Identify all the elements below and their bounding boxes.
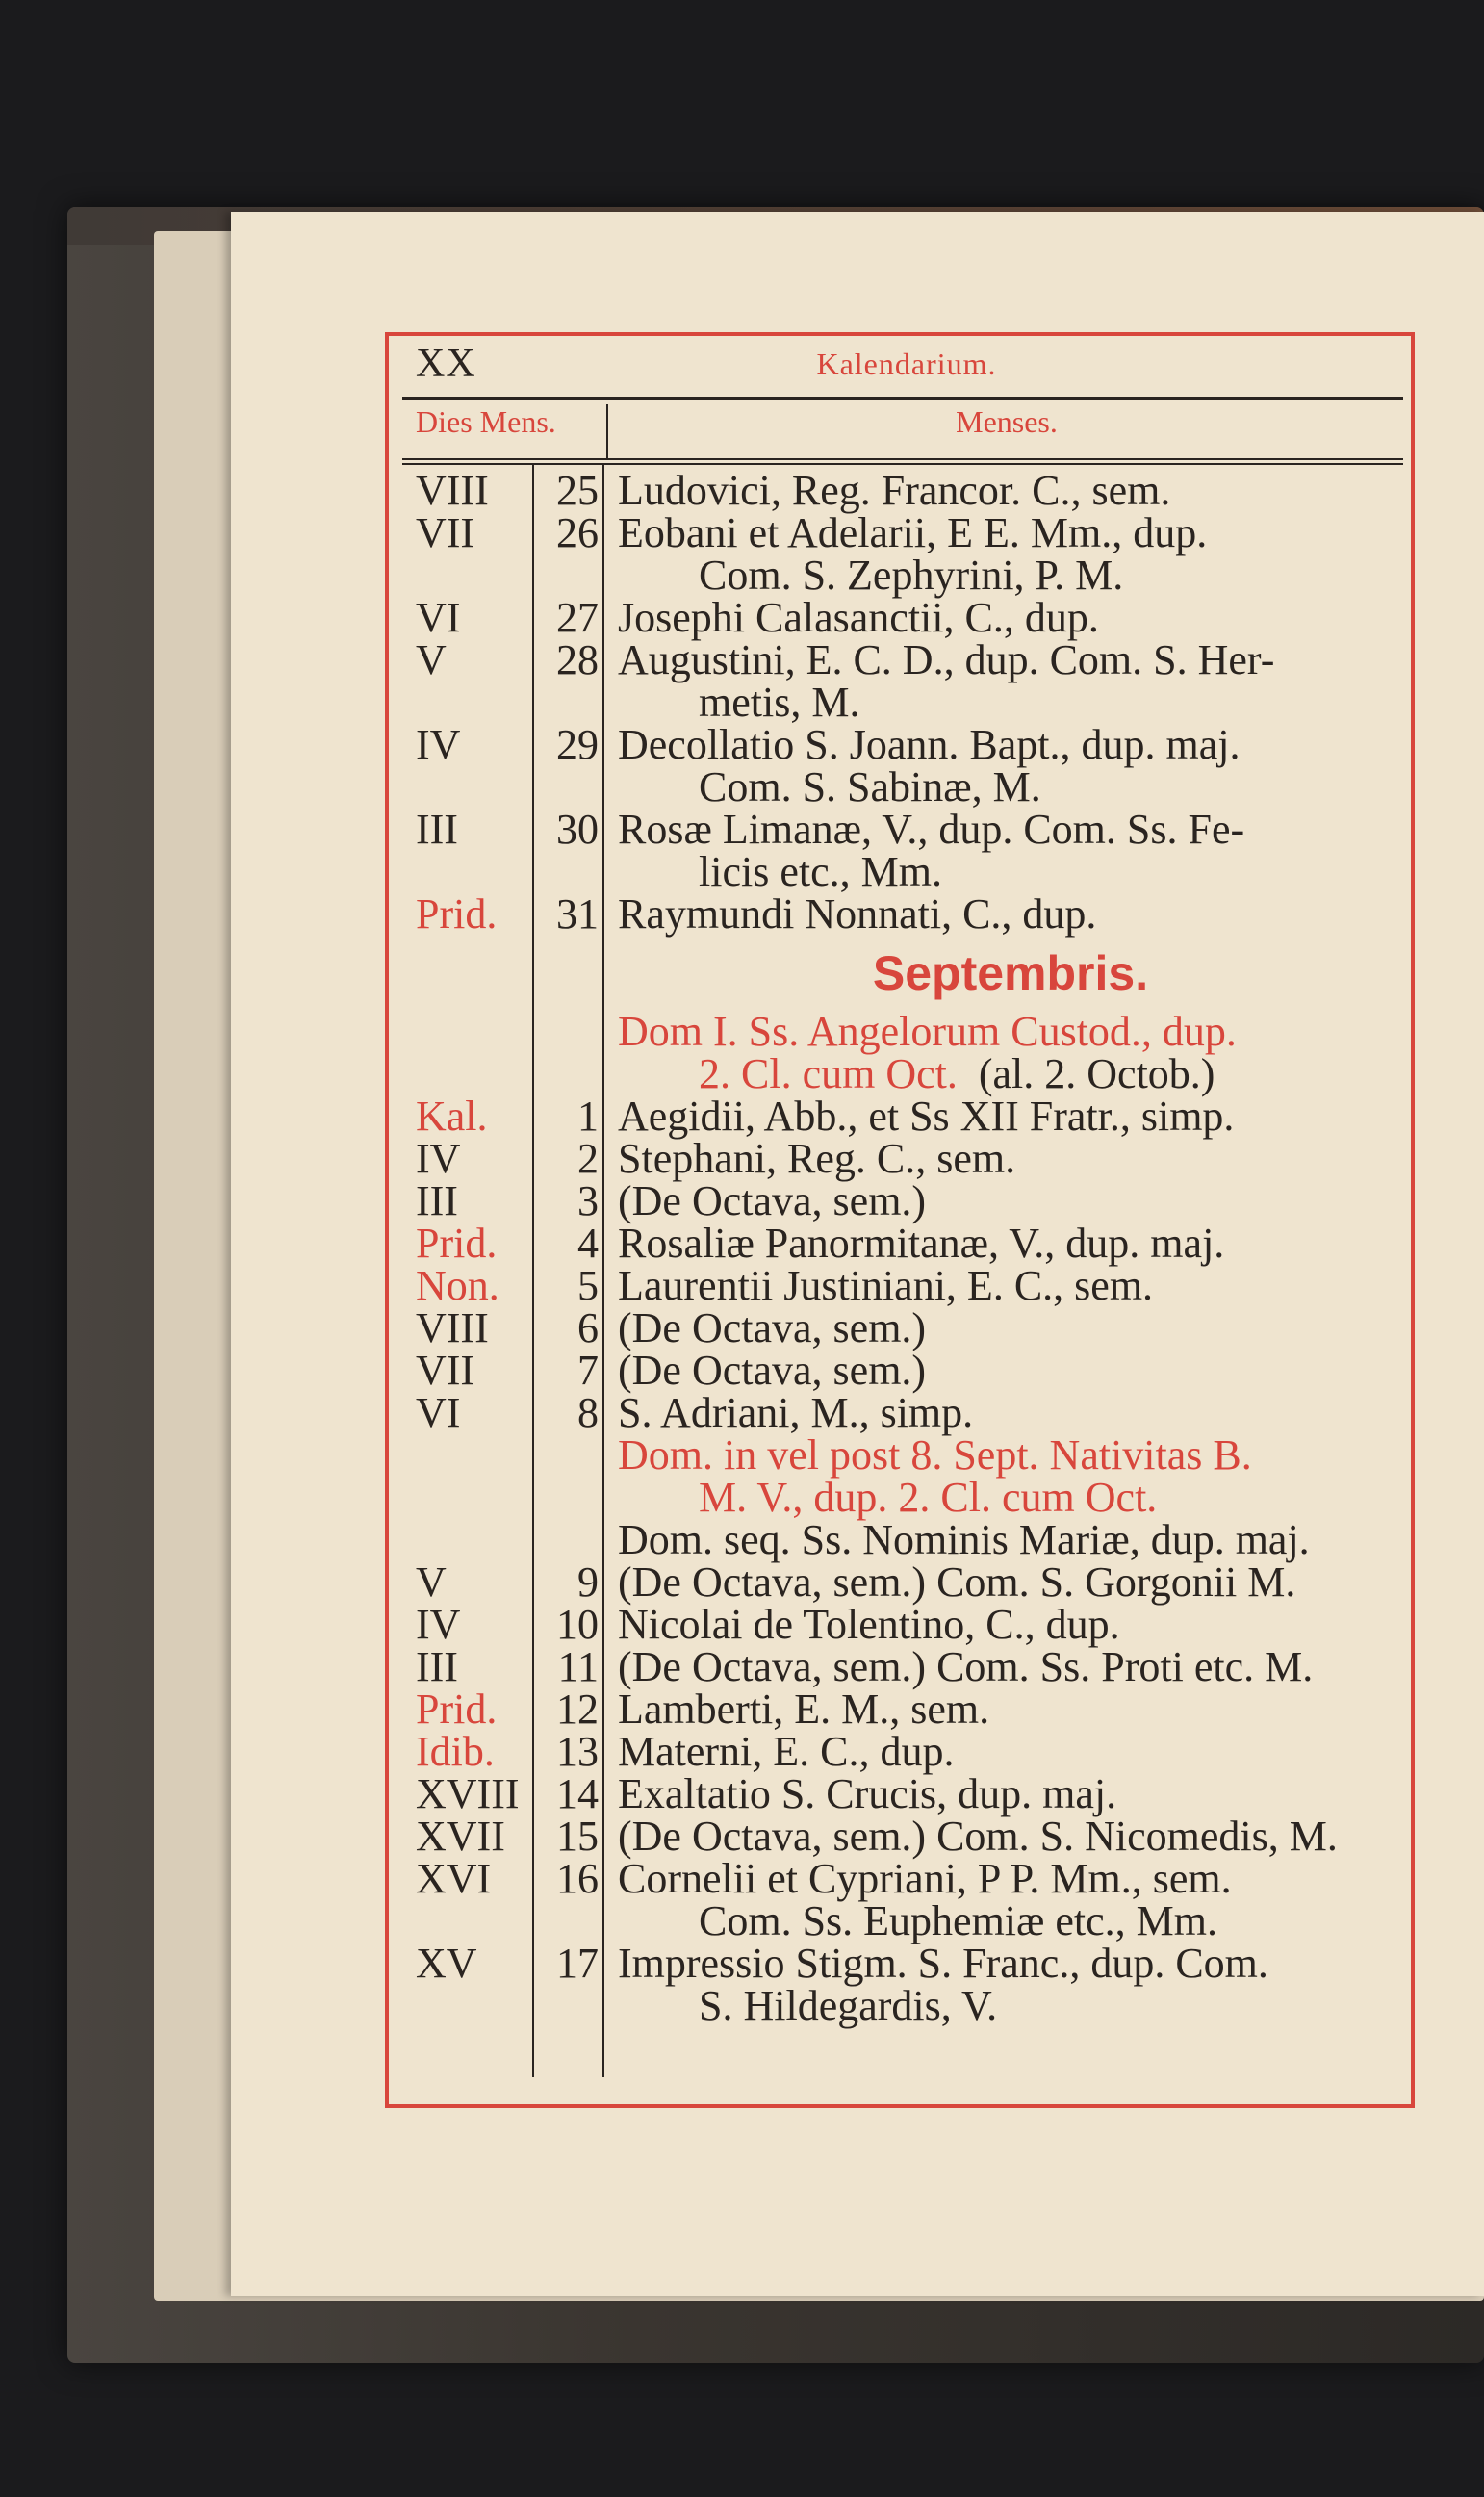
entry-line: (De Octava, sem.) Com. S. Nicomedis, M.: [618, 1813, 1338, 1860]
entry-line: metis, M.: [699, 679, 860, 726]
feast-line: Dom. in vel post 8. Sept. Nativitas B.: [618, 1431, 1252, 1479]
day-number: 29: [556, 721, 599, 768]
saint-entry: [618, 594, 1413, 641]
header-divider: [606, 404, 608, 458]
calendar-row: [402, 594, 1403, 641]
day-number: 25: [556, 467, 599, 514]
entry-line: Ludovici, Reg. Francor. C., sem.: [618, 467, 1171, 514]
header-rule: [402, 397, 1403, 400]
day-number: 30: [556, 806, 599, 853]
saint-entry: [618, 1347, 1413, 1394]
saint-entry: [618, 509, 1413, 599]
day-number: 2: [577, 1135, 599, 1182]
calendar-row: [402, 1095, 1403, 1138]
entry-line: Josephi Calasanctii, C., dup.: [618, 594, 1099, 641]
entry-line: S. Adriani, M., simp.: [618, 1389, 974, 1436]
roman-day: VI: [416, 594, 461, 641]
saint-entry: [618, 1601, 1413, 1648]
running-head: [416, 337, 1397, 391]
roman-day: VIII: [416, 467, 489, 514]
roman-day: IV: [416, 1135, 461, 1182]
day-number: 28: [556, 636, 599, 683]
entry-line: Raymundi Nonnati, C., dup.: [618, 890, 1097, 938]
saint-entry: [618, 1770, 1413, 1817]
feast-entry: [402, 1516, 1403, 1563]
calendar-row: [402, 1770, 1403, 1817]
day-number: 10: [556, 1601, 599, 1648]
column-header-rule: [402, 458, 1403, 465]
roman-day: XVIII: [416, 1770, 520, 1817]
saint-entry: [618, 1304, 1413, 1351]
roman-day: III: [416, 1177, 458, 1224]
calendar-row: [402, 1940, 1403, 2029]
entry-line: Com. Ss. Euphemiæ etc., Mm.: [699, 1897, 1217, 1944]
saint-entry: [618, 1220, 1413, 1267]
entry-line: Lamberti, E. M., sem.: [618, 1686, 990, 1733]
roman-day: IV: [416, 721, 461, 768]
calendar-row: [402, 1643, 1403, 1690]
day-number: 7: [577, 1347, 599, 1394]
day-number: 4: [577, 1220, 599, 1267]
day-number: 31: [556, 890, 599, 938]
feast-line: M. V., dup. 2. Cl. cum Oct.: [699, 1474, 1158, 1521]
calendar-row: [402, 509, 1403, 599]
feast-entry: [402, 1431, 1403, 1521]
entry-line: (De Octava, sem.) Com. Ss. Proti etc. M.: [618, 1643, 1314, 1690]
day-number: 13: [556, 1728, 599, 1775]
day-number: 17: [556, 1940, 599, 1987]
roman-day: IV: [416, 1601, 461, 1648]
entry-line: Eobani et Adelarii, E E. Mm., dup.: [618, 509, 1208, 556]
entry-line: Stephani, Reg. C., sem.: [618, 1135, 1016, 1182]
calendar-row: [402, 1304, 1403, 1351]
day-number: 16: [556, 1855, 599, 1902]
feast-line: Dom I. Ss. Angelorum Custod., dup.: [618, 1008, 1237, 1055]
entry-line: Com. S. Zephyrini, P. M.: [699, 552, 1124, 599]
day-number: 27: [556, 594, 599, 641]
calendar-row: [402, 721, 1403, 811]
roman-day: XVII: [416, 1813, 505, 1860]
roman-day: III: [416, 1643, 458, 1690]
roman-day: V: [416, 636, 447, 683]
day-number: 5: [577, 1262, 599, 1309]
roman-day: VII: [416, 1347, 475, 1394]
entry-line: Laurentii Justiniani, E. C., sem.: [618, 1262, 1154, 1309]
roman-day: V: [416, 1558, 447, 1606]
entry-line: (De Octava, sem.) Com. S. Gorgonii M.: [618, 1558, 1296, 1606]
calendar-row: [402, 890, 1403, 938]
entry-line: Rosaliæ Panormitanæ, V., dup. maj.: [618, 1220, 1225, 1267]
saint-entry: [618, 1940, 1413, 2029]
calendar-row: [402, 1389, 1403, 1436]
saint-entry: [618, 1389, 1413, 1436]
entry-line: (De Octava, sem.): [618, 1177, 927, 1224]
saint-entry: [618, 721, 1413, 811]
calendar-row: [402, 1558, 1403, 1606]
calendar-row: [402, 806, 1403, 895]
calendar-row: [402, 1601, 1403, 1648]
day-number: 12: [556, 1686, 599, 1733]
roman-day: Prid.: [416, 890, 498, 938]
entry-line: Com. S. Sabinæ, M.: [699, 763, 1041, 811]
entry-line: Impressio Stigm. S. Franc., dup. Com.: [618, 1940, 1268, 1987]
feast-entry: [402, 1008, 1403, 1097]
day-number: 11: [557, 1643, 599, 1690]
calendar-row: [402, 1347, 1403, 1394]
day-number: 3: [577, 1177, 599, 1224]
column-header-dies: Dies Mens.: [416, 404, 556, 439]
roman-day: Idib.: [416, 1728, 495, 1775]
calendar-row: [402, 1728, 1403, 1775]
roman-day: XVI: [416, 1855, 492, 1902]
day-number: 8: [577, 1389, 599, 1436]
day-number: 14: [556, 1770, 599, 1817]
calendar-row: [402, 1220, 1403, 1267]
saint-entry: [618, 1688, 1413, 1731]
september-entries: [402, 1095, 1403, 1434]
saint-entry: [618, 1815, 1413, 1858]
roman-day: III: [416, 806, 458, 853]
entry-line: Aegidii, Abb., et Ss XII Fratr., simp.: [618, 1093, 1235, 1140]
calendar-row: [402, 1262, 1403, 1309]
month-heading: Septembris.: [872, 946, 1149, 1000]
roman-day: Kal.: [416, 1093, 488, 1140]
entry-line: Rosæ Limanæ, V., dup. Com. Ss. Fe-: [618, 806, 1245, 853]
calendar-row: [402, 636, 1403, 726]
entry-line: (De Octava, sem.): [618, 1347, 927, 1394]
calendar-row: [402, 467, 1403, 514]
feast-line: 2. Cl. cum Oct.: [699, 1050, 958, 1097]
saint-entry: [618, 890, 1413, 938]
entry-line: Exaltatio S. Crucis, dup. maj.: [618, 1770, 1117, 1817]
calendar-row: [402, 1177, 1403, 1224]
entry-line: Materni, E. C., dup.: [618, 1728, 955, 1775]
day-number: 1: [577, 1093, 599, 1140]
saint-entry: [618, 1558, 1413, 1606]
roman-day: VI: [416, 1389, 461, 1436]
saint-entry: [618, 1177, 1413, 1224]
entry-line: (De Octava, sem.): [618, 1304, 927, 1351]
roman-day: Prid.: [416, 1220, 498, 1267]
entry-line: Cornelii et Cypriani, P P. Mm., sem.: [618, 1855, 1232, 1902]
entry-line: Augustini, E. C. D., dup. Com. S. Her-: [618, 636, 1275, 683]
saint-entry: [618, 1095, 1413, 1138]
feast-line: Dom. seq. Ss. Nominis Mariæ, dup. maj.: [618, 1516, 1310, 1563]
day-number: 6: [577, 1304, 599, 1351]
saint-entry: [618, 1728, 1413, 1775]
calendar-rows: [402, 467, 1403, 2029]
calendar-row: [402, 1135, 1403, 1182]
saint-entry: [618, 636, 1413, 726]
day-number: 26: [556, 509, 599, 556]
calendar-row: [402, 1815, 1403, 1858]
saint-entry: [618, 1855, 1413, 1944]
roman-day: Non.: [416, 1262, 499, 1309]
roman-day: VIII: [416, 1304, 489, 1351]
feast-note: (al. 2. Octob.): [978, 1050, 1215, 1097]
august-entries: [402, 467, 1403, 938]
entry-line: Decollatio S. Joann. Bapt., dup. maj.: [618, 721, 1241, 768]
saint-entry: [618, 467, 1413, 514]
entry-line: S. Hildegardis, V.: [699, 1982, 998, 2029]
column-header-menses: Menses.: [956, 404, 1058, 439]
saint-entry: [618, 806, 1413, 895]
calendar-row: [402, 1855, 1403, 1944]
roman-day: XV: [416, 1940, 477, 1987]
page-number: XX: [416, 342, 476, 386]
roman-day: Prid.: [416, 1686, 498, 1733]
entry-line: Nicolai de Tolentino, C., dup.: [618, 1601, 1120, 1648]
calendar-row: [402, 1688, 1403, 1731]
saint-entry: [618, 1262, 1413, 1309]
page-title: Kalendarium.: [816, 347, 997, 381]
day-number: 15: [556, 1813, 599, 1860]
entry-line: licis etc., Mm.: [699, 848, 942, 895]
day-number: 9: [577, 1558, 599, 1606]
saint-entry: [618, 1135, 1413, 1182]
saint-entry: [618, 1643, 1413, 1690]
roman-day: VII: [416, 509, 475, 556]
september-entries: [402, 1558, 1403, 2029]
